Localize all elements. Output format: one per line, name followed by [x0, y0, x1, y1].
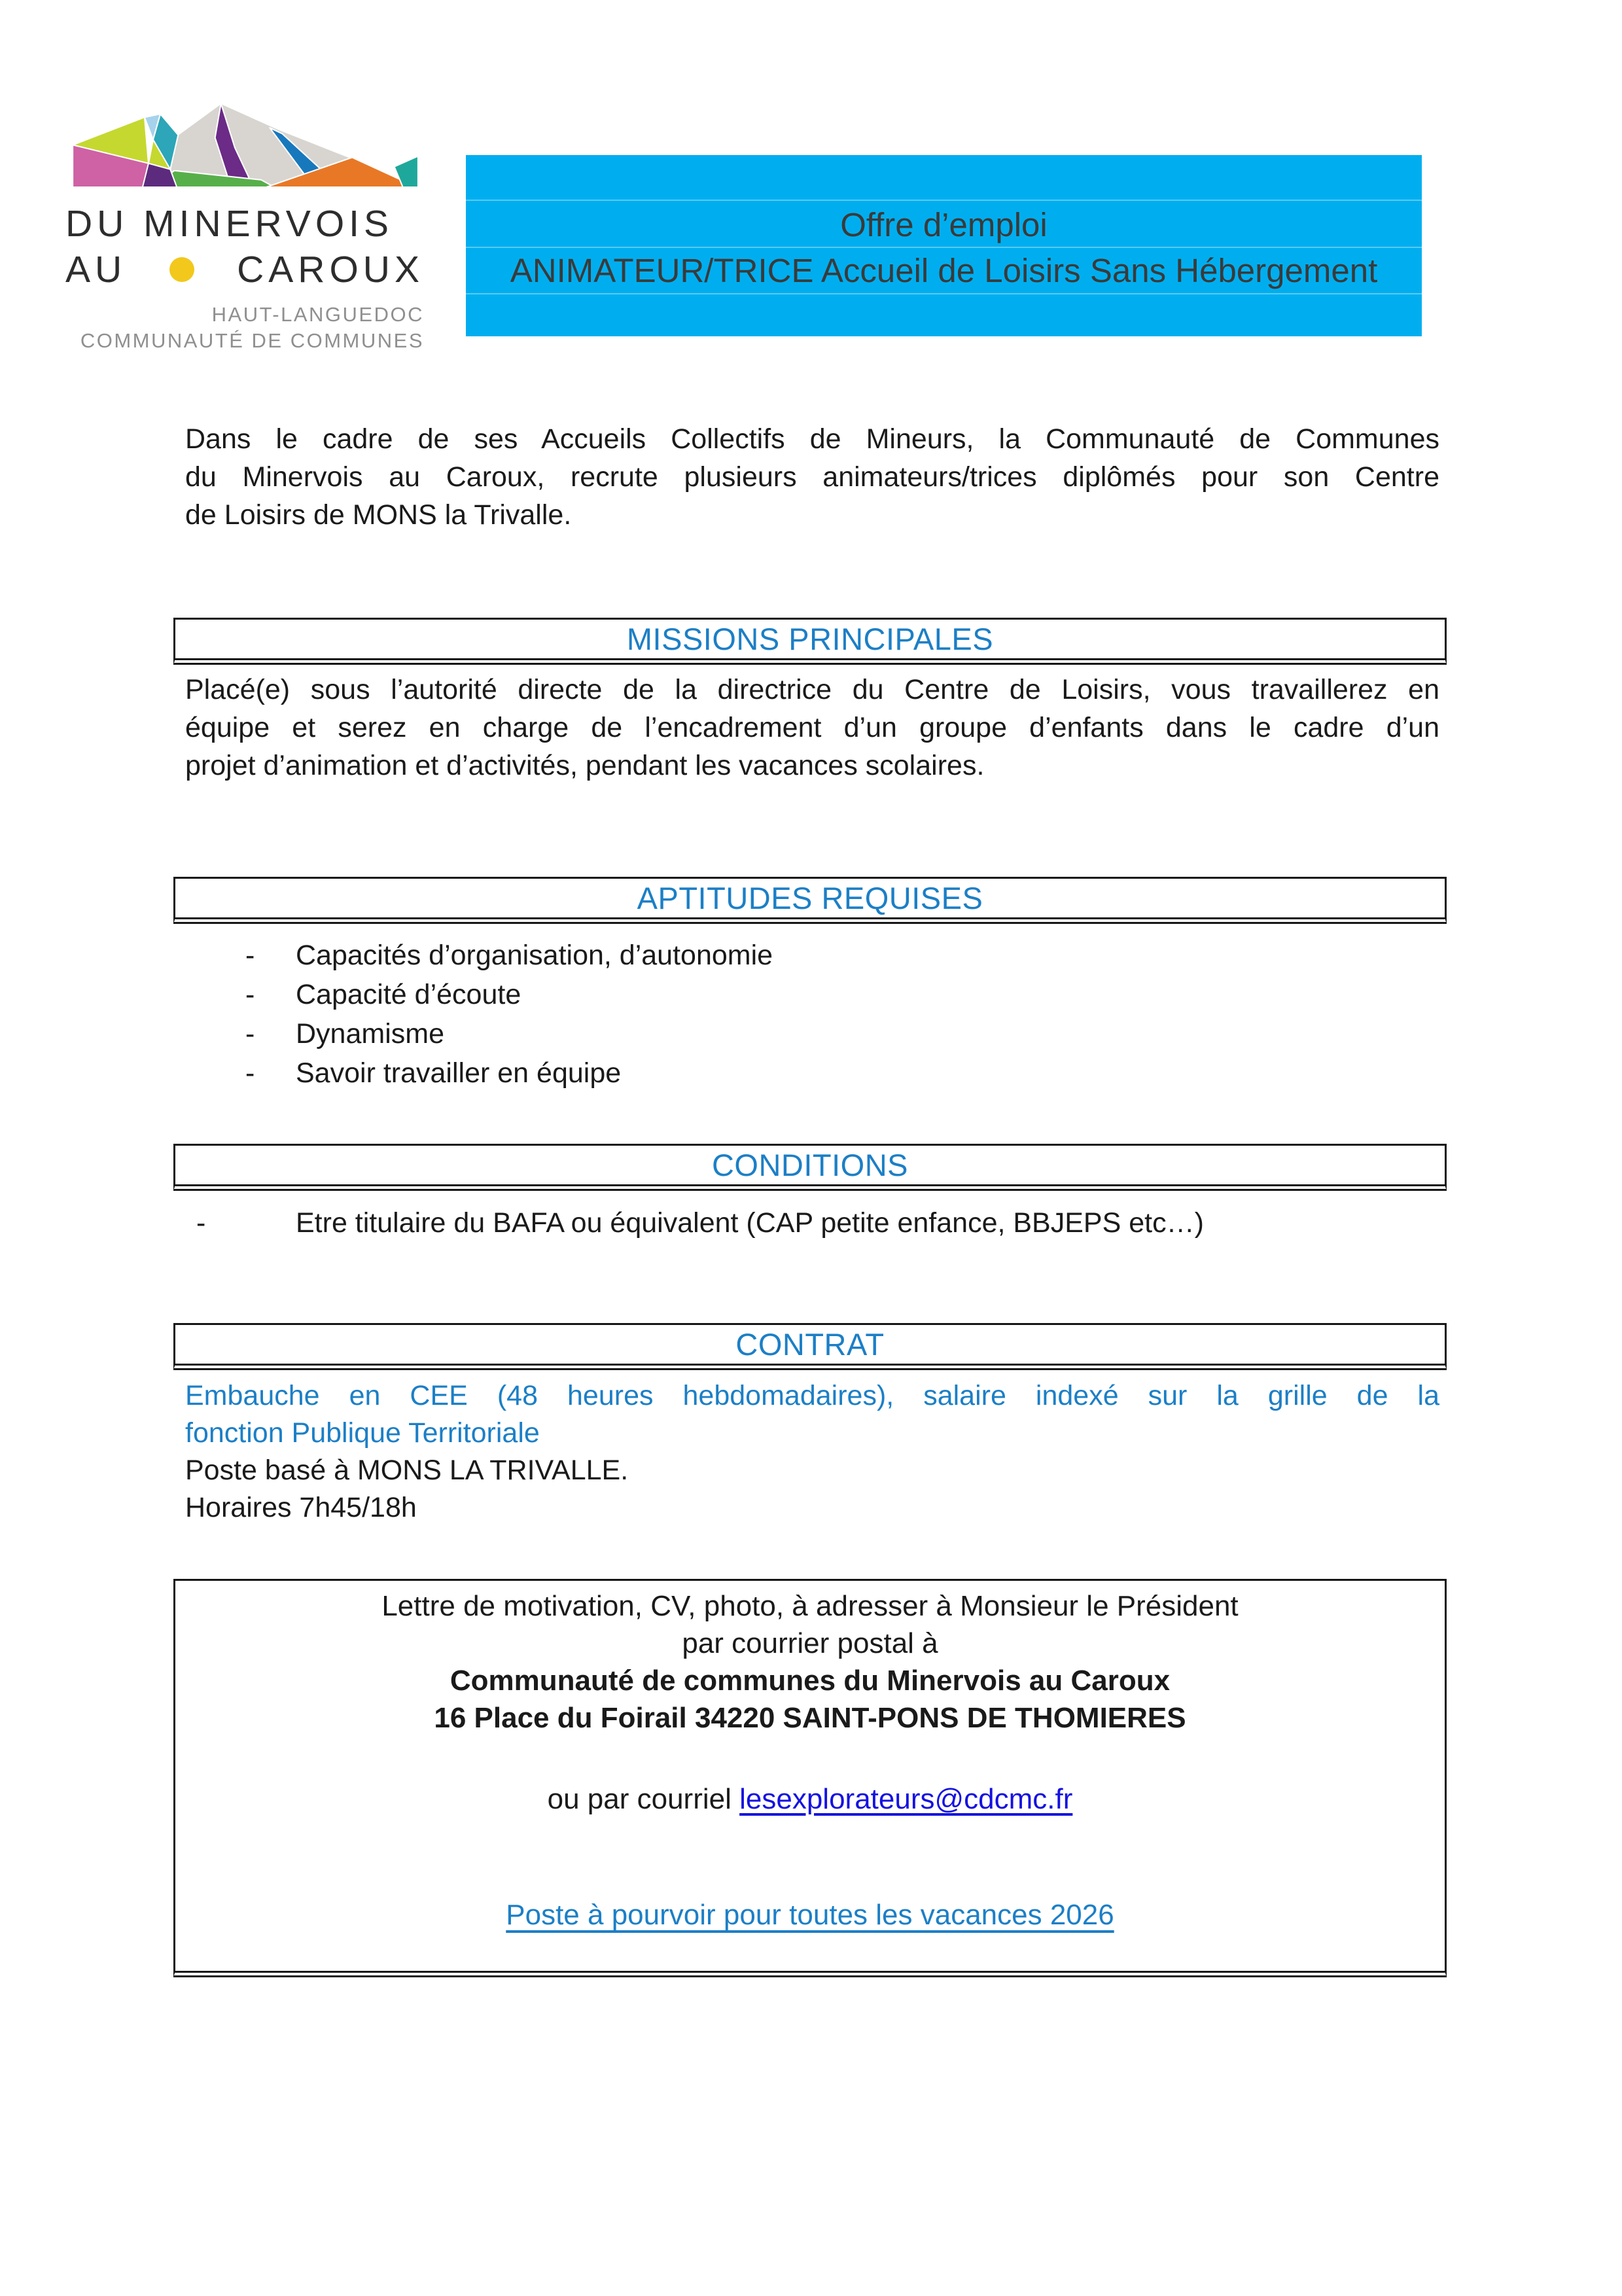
intro-paragraph: [185, 420, 1439, 534]
yellow-dot-icon: [169, 257, 194, 282]
list-item: [185, 936, 1439, 975]
logo-wordmark-line1: DU MINERVOIS: [65, 203, 394, 245]
list-item-text: Etre titulaire du BAFA ou équivalent (CAP petite enfance, BBJEPS etc…): [296, 1207, 1204, 1239]
banner-separator: [466, 293, 1422, 294]
bullet-dash: -: [245, 940, 255, 971]
bullet-dash: -: [245, 1057, 255, 1089]
contract-highlight-line: Embauche en CEE (48 heures hebdomadaires), salaire indexé sur la grille de la: [185, 1380, 1439, 1411]
list-item-text: Dynamisme: [296, 1018, 444, 1050]
logo-word-caroux: CAROUX: [237, 249, 424, 291]
email-link[interactable]: lesexplorateurs@cdcmc.fr: [739, 1783, 1073, 1815]
contact-organization: Communauté de communes du Minervois au Caroux: [450, 1665, 1171, 1697]
logo-subtitle-line1: HAUT-LANGUEDOC: [211, 303, 424, 326]
bullet-dash: -: [196, 1207, 206, 1239]
paragraph-line: équipe et serez en charge de l’encadrement d’un groupe d’enfants dans le cadre d’un: [185, 712, 1439, 743]
banner-separator: [466, 247, 1422, 248]
paragraph-line: du Minervois au Caroux, recrute plusieurs animateurs/trices diplômés pour son Centre: [185, 461, 1439, 493]
missions-paragraph: [185, 671, 1439, 785]
paragraph-line: de Loisirs de MONS la Trivalle.: [185, 499, 572, 531]
list-item: [185, 975, 1439, 1014]
banner-title-line1: Offre d’emploi: [840, 206, 1048, 243]
section-title: MISSIONS PRINCIPALES: [626, 622, 994, 656]
availability-link[interactable]: Poste à pourvoir pour toutes les vacances 2026: [506, 1899, 1114, 1931]
conditions-list: [185, 1204, 1439, 1242]
contrat-paragraph: [185, 1377, 1439, 1527]
list-item: [185, 1014, 1439, 1053]
contact-instructions-line2: par courrier postal à: [682, 1627, 938, 1659]
banner-separator: [466, 200, 1422, 201]
organization-logo: [65, 98, 424, 354]
section-title: APTITUDES REQUISES: [637, 881, 983, 915]
list-item-text: Capacités d’organisation, d’autonomie: [296, 940, 773, 971]
email-prefix: ou par courriel: [547, 1783, 740, 1815]
section-header-conditions: [173, 1144, 1447, 1191]
list-item: [185, 1204, 1439, 1242]
banner-title-line2: ANIMATEUR/TRICE Accueil de Loisirs Sans Hébergement: [510, 252, 1378, 289]
logo-subtitle-line2: COMMUNAUTÉ DE COMMUNES: [80, 329, 424, 352]
contact-address: 16 Place du Foirail 34220 SAINT-PONS DE THOMIERES: [434, 1702, 1186, 1734]
section-header-aptitudes: [173, 877, 1447, 924]
section-header-missions: [173, 618, 1447, 665]
aptitudes-list: [185, 936, 1439, 1093]
list-item-text: Capacité d’écoute: [296, 979, 521, 1010]
mountain-logo-graphic: [65, 98, 424, 190]
list-item: [185, 1053, 1439, 1093]
section-title: CONDITIONS: [711, 1148, 909, 1182]
paragraph-line: projet d’animation et d’activités, pendant les vacances scolaires.: [185, 750, 985, 781]
logo-wordmark-line2: [65, 247, 424, 292]
bullet-dash: -: [245, 979, 255, 1010]
email-row: [175, 1780, 1445, 1818]
paragraph-line: Dans le cadre de ses Accueils Collectifs de Mineurs, la Communauté de Communes: [185, 423, 1439, 455]
contact-instructions-line1: Lettre de motivation, CV, photo, à adresser à Monsieur le Président: [381, 1590, 1239, 1622]
application-contact-box: [173, 1579, 1447, 1977]
contract-highlight-line: fonction Publique Territoriale: [185, 1417, 540, 1449]
title-banner: [466, 155, 1422, 336]
section-title: CONTRAT: [735, 1327, 885, 1362]
paragraph-line: Placé(e) sous l’autorité directe de la directrice du Centre de Loisirs, vous travaillerez en: [185, 674, 1439, 705]
list-item-text: Savoir travailler en équipe: [296, 1057, 622, 1089]
availability-row: [175, 1896, 1445, 1934]
logo-subtitle: [65, 302, 424, 354]
section-header-contrat: [173, 1323, 1447, 1370]
contract-location: Poste basé à MONS LA TRIVALLE.: [185, 1455, 629, 1486]
contract-hours: Horaires 7h45/18h: [185, 1492, 417, 1523]
logo-word-au: AU: [65, 249, 127, 291]
bullet-dash: -: [245, 1018, 255, 1050]
